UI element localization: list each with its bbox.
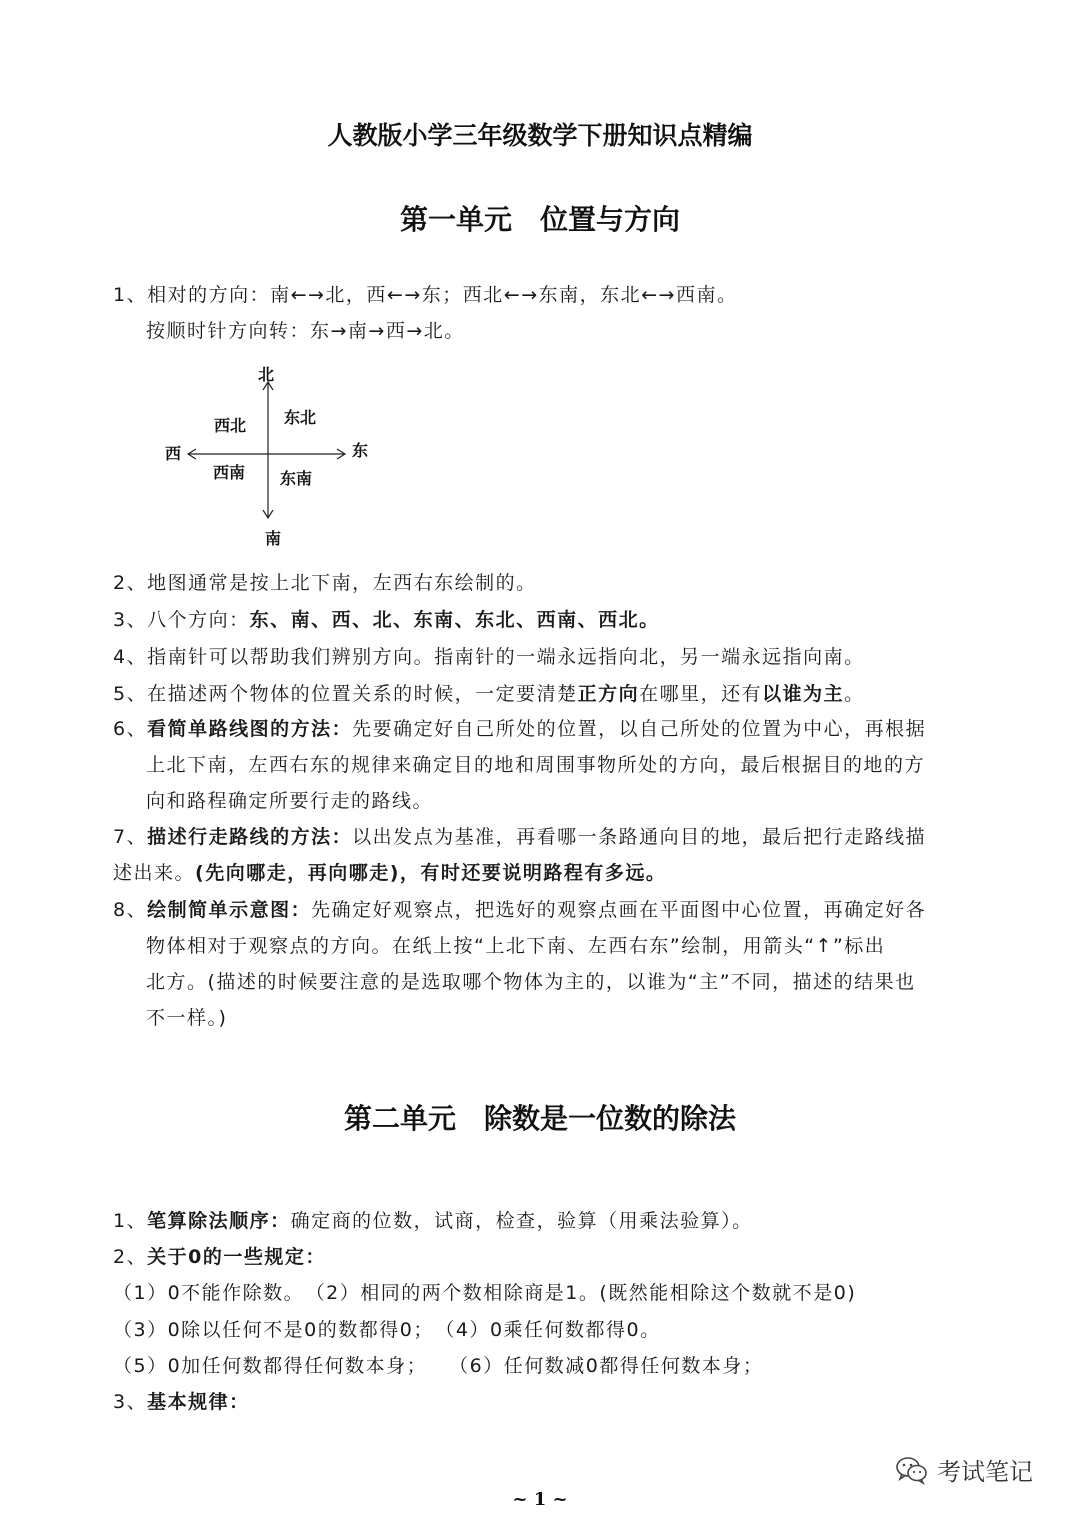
p8-number: 8、 (113, 899, 148, 921)
compass-southeast: 东南 (280, 469, 313, 488)
p5-b1: 正方向 (577, 683, 640, 705)
p7-line2-bold: (先向哪走，再向哪走)，有时还要说明路程有多远。 (195, 862, 667, 884)
unit1-p8-line3: 北方。(描述的时候要注意的是选取哪个物体为主的，以谁为“主”不同，描述的结果也 (146, 971, 916, 993)
unit1-p6-line2: 上北下南，左西右东的规律来确定目的地和周围事物所处的方向，最后根据目的地的方 (146, 754, 926, 776)
unit1-p8-line2: 物体相对于观察点的方向。在纸上按“上北下南、左西右东”绘制，用箭头“↑”标出 (146, 935, 886, 957)
unit1-title: 第一单元 位置与方向 (399, 203, 680, 236)
p1-number: 1、 (113, 284, 148, 306)
p6-line1: 先要确定好自己所处的位置，以自己所处的位置为中心，再根据 (352, 718, 927, 740)
compass-west: 西 (165, 444, 182, 463)
u2-p2-number: 2、 (113, 1246, 148, 1268)
watermark-text: 考试笔记 (937, 1458, 1033, 1486)
p5-a: 5、在描述两个物体的位置关系的时候，一定要清楚 (113, 683, 578, 705)
u2-p2-heading: 关于0的一些规定： (147, 1246, 326, 1268)
unit1-p3 (113, 605, 660, 632)
compass-south: 南 (265, 529, 282, 548)
unit1-p8-line1 (113, 895, 926, 922)
unit1-p7-line2 (113, 858, 666, 885)
unit2-title: 第二单元 除数是一位数的除法 (343, 1102, 736, 1135)
watermark (895, 1452, 1033, 1487)
unit2-rule-row1: （1）0不能作除数。 （2）相同的两个数相除商是1。(既然能相除这个数就不是0) (113, 1282, 857, 1304)
unit2-p1 (113, 1206, 753, 1233)
unit1-p5 (113, 679, 865, 706)
p7-heading: 描述行走路线的方法： (147, 826, 353, 848)
u2-p1-number: 1、 (113, 1210, 148, 1232)
compass-east: 东 (352, 441, 369, 460)
wechat-icon (895, 1455, 929, 1485)
p3-lead: 3、八个方向： (113, 609, 250, 631)
compass-north: 北 (258, 365, 275, 384)
compass-southwest: 西南 (213, 463, 246, 482)
u2-p1-heading: 笔算除法顺序： (147, 1210, 291, 1232)
p1-text: 相对的方向：南←→北，西←→东；西北←→东南，东北←→西南。 (147, 284, 738, 306)
p5-b2: 以谁为主 (762, 683, 845, 705)
unit2-rule-row3: （5）0加任何数都得任何数本身； （6）任何数减0都得任何数本身； (113, 1355, 764, 1377)
unit2-p2 (113, 1242, 326, 1269)
compass-northwest: 西北 (214, 416, 247, 435)
unit1-p7-line1 (113, 822, 926, 849)
compass-diagram (160, 360, 380, 550)
unit1-p6-line3: 向和路程确定所要行走的路线。 (146, 790, 434, 812)
u2-p3-number: 3、 (113, 1391, 148, 1413)
document-title: 人教版小学三年级数学下册知识点精编 (327, 121, 753, 150)
p6-number: 6、 (113, 718, 148, 740)
unit1-p4: 4、指南针可以帮助我们辨别方向。指南针的一端永远指向北，另一端永远指向南。 (113, 646, 865, 668)
u2-p3-heading: 基本规律： (147, 1391, 250, 1413)
p8-line1: 先确定好观察点，把选好的观察点画在平面图中心位置，再确定好各 (311, 899, 927, 921)
compass-axes (160, 360, 380, 550)
p7-line1: 以出发点为基准，再看哪一条路通向目的地，最后把行走路线描 (352, 826, 927, 848)
unit1-p6-line1 (113, 714, 926, 741)
unit2-p3 (113, 1387, 250, 1414)
unit1-p2: 2、地图通常是按上北下南，左西右东绘制的。 (113, 572, 537, 594)
p5-c: 在哪里，还有 (639, 683, 763, 705)
p7-number: 7、 (113, 826, 148, 848)
unit1-p1-line1 (113, 280, 737, 307)
p5-d: 。 (844, 683, 865, 705)
p7-line2-a: 述出来。 (113, 862, 196, 884)
p8-heading: 绘制简单示意图： (147, 899, 312, 921)
p3-directions: 东、南、西、北、东南、东北、西南、西北。 (249, 609, 660, 631)
p6-heading: 看简单路线图的方法： (147, 718, 353, 740)
unit1-p1-line2: 按顺时针方向转：东→南→西→北。 (146, 320, 465, 342)
unit2-rule-row2: （3）0除以任何不是0的数都得0； （4）0乘任何数都得0。 (113, 1319, 661, 1341)
compass-northeast: 东北 (284, 408, 317, 427)
unit1-p8-line4: 不一样。) (146, 1007, 228, 1029)
page-number: ~ 1 ~ (512, 1489, 568, 1510)
u2-p1-text: 确定商的位数，试商，检查，验算（用乘法验算）。 (290, 1210, 753, 1232)
